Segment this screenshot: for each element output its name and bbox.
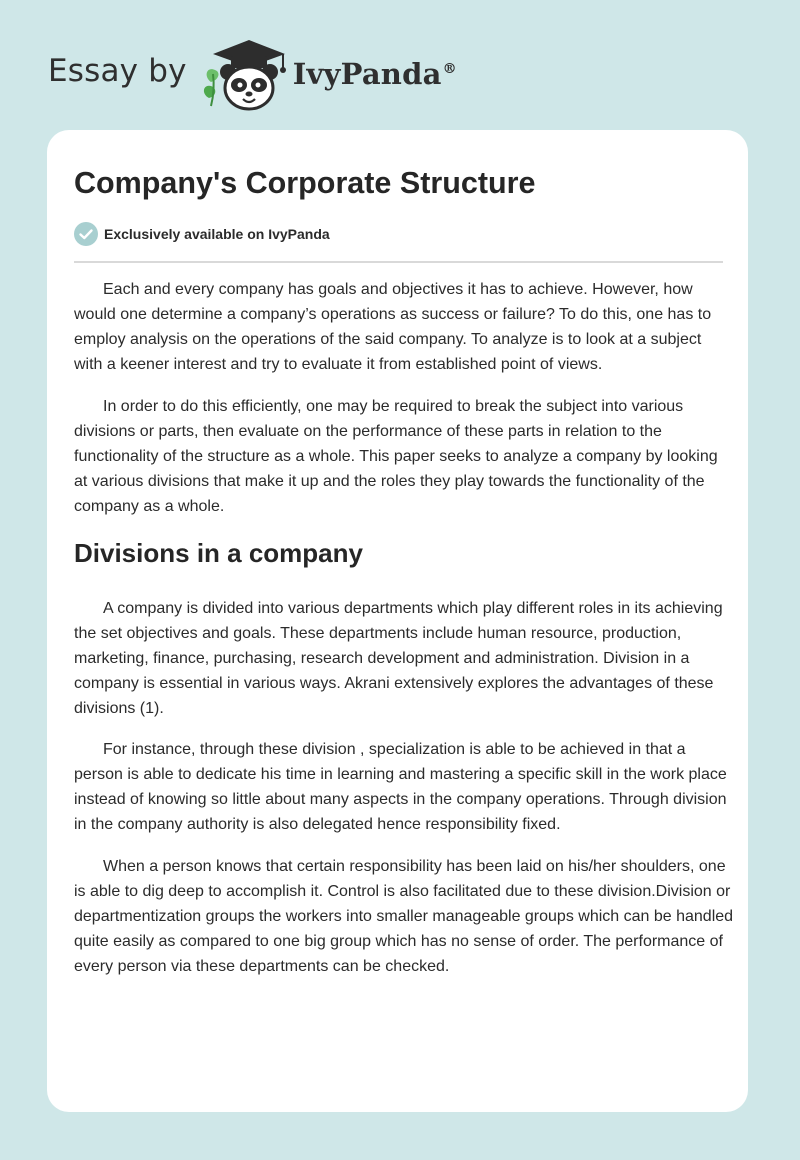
paragraph-section-3: When a person knows that certain responsibility has been laid on his/her shoulders, one is able to dig deep to accomplish it. Control is also facilitated due to these division.Division or departmentization groups the workers into smaller manageable groups which can be handled quite easily as compared to one big group which has no sense of order. The performance of every person via these departments can be checked.	[74, 858, 734, 975]
registered-mark: ®	[442, 61, 457, 78]
essay-card	[47, 130, 748, 1112]
exclusive-badge	[74, 222, 330, 246]
panda-mascot-icon[interactable]	[201, 34, 291, 114]
brand-name-text: IvyPanda	[292, 57, 442, 91]
paragraph-intro-1: Each and every company has goals and objectives it has to achieve. However, how would one determine a company’s operations as success or failure? To do this, one has to employ analysis on the operations of the said company. To analyze is to look at a subject with a keener interest and try to evaluate it from established point of views.	[74, 281, 712, 373]
section-heading: Divisions in a company	[74, 538, 363, 568]
paragraph-section-2: For instance, through these division , specialization is able to be achieved in that a person is able to dedicate his time in learning and mastering a specific skill in the work place instead of knowing so little about many aspects in the company operations. Through division in the company authority is also delegated hence responsibility fixed.	[74, 741, 727, 833]
brand-name[interactable]	[293, 57, 457, 91]
paragraph-intro-2: In order to do this efficiently, one may be required to break the subject into various divisions or parts, then evaluate on the performance of these parts in relation to the functionality of the structure as a whole. This paper seeks to analyze a company by looking at various divisions that make it up and the roles they play towards the functionality of the company as a whole.	[74, 398, 718, 515]
site-header	[48, 34, 457, 114]
exclusive-badge-label: Exclusively available on IvyPanda	[104, 226, 330, 242]
check-circle-icon	[74, 222, 98, 246]
essay-title: Company's Corporate Structure	[74, 166, 536, 200]
paragraph-section-1: A company is divided into various departments which play different roles in its achieving the set objectives and goals. These departments include human resource, production, marketing, finance, purchasing, research development and administration. Division in a company is essential in various ways. Akrani extensively explores the advantages of these divisions (1).	[74, 600, 723, 717]
title-divider	[74, 261, 723, 263]
brand-prefix: Essay by	[48, 53, 187, 89]
